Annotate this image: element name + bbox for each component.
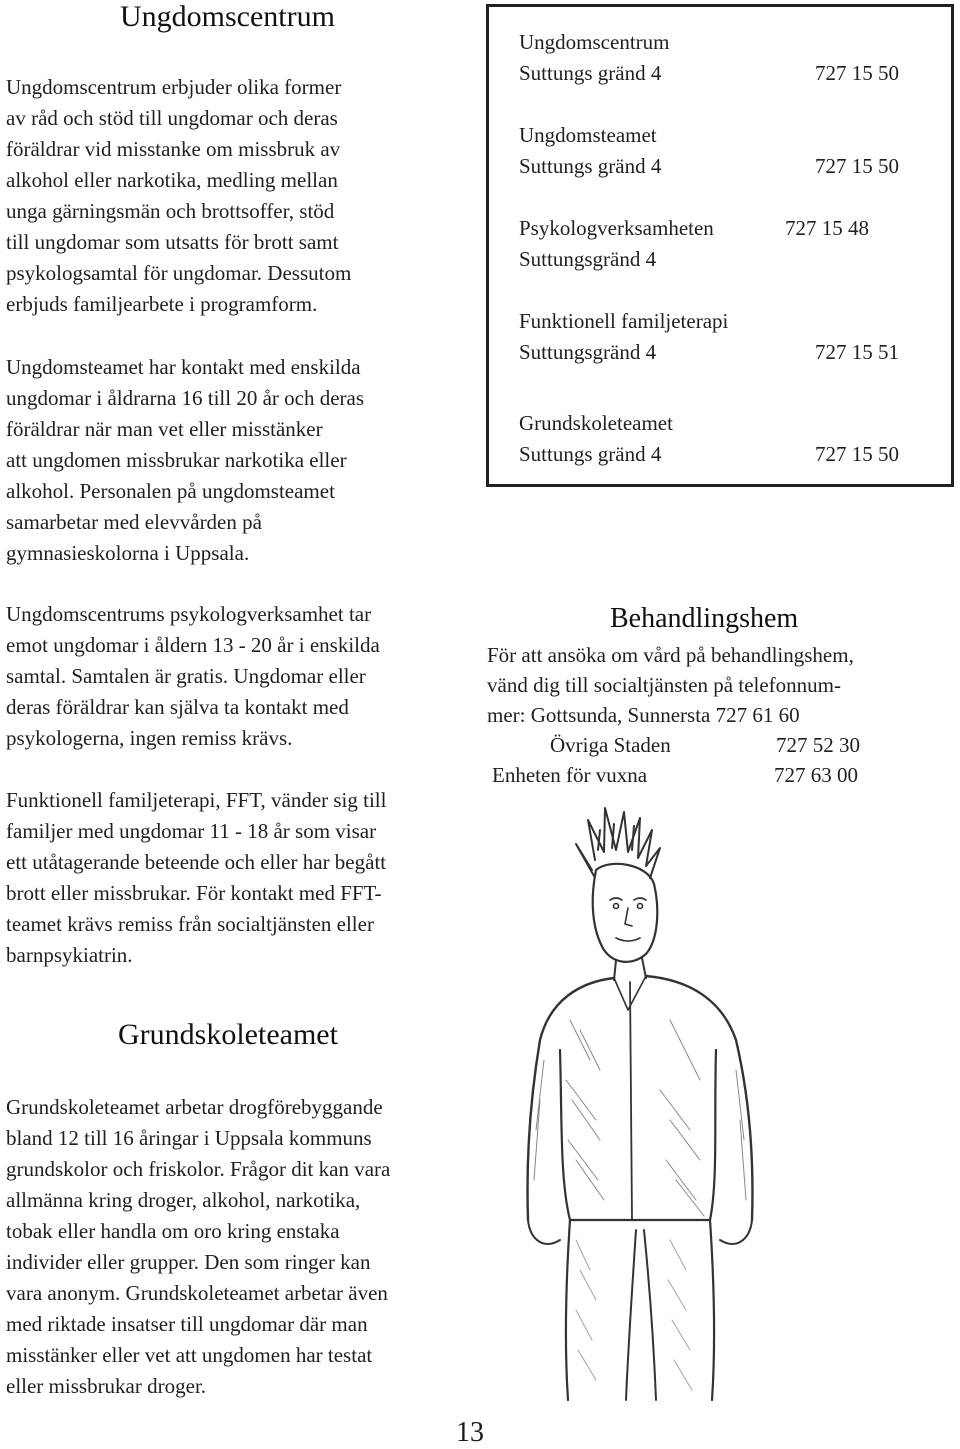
section-title-behandlingshem: Behandlingshem bbox=[610, 603, 799, 634]
contact-phone: 727 15 51 bbox=[815, 340, 899, 364]
behandlingshem-phone: 727 61 60 bbox=[715, 703, 800, 727]
contact-name: Grundskoleteamet bbox=[519, 411, 673, 435]
behandlingshem-line bbox=[487, 700, 800, 730]
contact-box bbox=[486, 4, 954, 487]
behandlingshem-phone: 727 63 00 bbox=[774, 763, 858, 787]
contact-address: Suttungsgränd 4 bbox=[519, 247, 657, 271]
behandlingshem-line: För att ansöka om vård på behandlingshem, bbox=[487, 643, 854, 667]
contact-address-row bbox=[519, 58, 899, 89]
contact-name: Ungdomscentrum bbox=[519, 30, 670, 54]
contact-address-row bbox=[519, 151, 899, 182]
hair-spikes bbox=[576, 808, 660, 878]
contact-address: Suttungsgränd 4 bbox=[519, 340, 657, 364]
jacket bbox=[528, 976, 753, 1220]
section-title-ungdomscentrum: Ungdomscentrum bbox=[120, 0, 335, 33]
paragraph-fft: Funktionell familjeterapi, FFT, vänder sig till familjer med ungdomar 11 - 18 år som visar ett utåtagerande beteende och eller har begått brott eller missbrukar. För kontakt med FFT- teamet krävs remiss från socialtjänsten eller barnpsykiatrin. bbox=[6, 788, 387, 967]
paragraph-ungdomscentrum-intro: Ungdomscentrum erbjuder olika former av råd och stöd till ungdomar och deras föräldrar vid misstanke om missbruk av alkohol eller narkotika, medling mellan unga gärningsmän och brottsoffer, stöd till ungdomar som utsatts för brott samt psykologsamtal för ungdomar. Dessutom erbjuds familjearbete i programform. bbox=[6, 75, 352, 316]
behandlingshem-label: Enheten för vuxna bbox=[492, 763, 648, 787]
contact-phone: 727 15 50 bbox=[815, 154, 899, 178]
contact-name-row bbox=[519, 213, 869, 244]
behandlingshem-phone: 727 52 30 bbox=[776, 733, 860, 757]
behandlingshem-label: mer: Gottsunda, Sunnersta bbox=[487, 703, 711, 727]
contact-name: Funktionell familjeterapi bbox=[519, 309, 729, 333]
behandlingshem-label: Övriga Staden bbox=[550, 733, 671, 757]
trousers bbox=[566, 1220, 714, 1400]
behandlingshem-line: vänd dig till socialtjänsten på telefonnum- bbox=[487, 673, 841, 697]
sketch-illustration bbox=[500, 800, 840, 1425]
page-number: 13 bbox=[456, 1417, 484, 1448]
contact-name: Psykologverksamheten bbox=[519, 216, 714, 240]
contact-address: Suttungs gränd 4 bbox=[519, 61, 662, 85]
contact-address-row bbox=[519, 337, 899, 368]
contact-phone: 727 15 48 bbox=[785, 216, 869, 240]
contact-phone: 727 15 50 bbox=[815, 442, 899, 466]
paragraph-ungdomsteamet: Ungdomsteamet har kontakt med enskilda ungdomar i åldrarna 16 till 20 år och deras föräldrar när man vet eller misstänker att ungdomen missbrukar narkotika eller alkohol. Personalen på ungdomsteamet samarbetar med elevvården på gymnasieskolorna i Uppsala. bbox=[6, 355, 365, 565]
contact-name: Ungdomsteamet bbox=[519, 123, 657, 147]
face bbox=[610, 898, 646, 941]
paragraph-psykologverksamhet: Ungdomscentrums psykologverksamhet tar emot ungdomar i åldern 13 - 20 år i enskilda samtal. Samtalen är gratis. Ungdomar eller deras föräldrar kan själva ta kontakt med psykologerna, ingen remiss krävs. bbox=[6, 602, 380, 750]
contact-phone: 727 15 50 bbox=[815, 61, 899, 85]
section-title-grundskoleteamet: Grundskoleteamet bbox=[118, 1018, 338, 1051]
paragraph-grundskoleteamet: Grundskoleteamet arbetar drogförebyggande bland 12 till 16 åringar i Uppsala kommuns grundskolor och friskolor. Frågor dit kan vara allmänna kring droger, alkohol, narkotika, tobak eller handla om oro kring enstaka individer eller grupper. Den som ringer kan vara anonym. Grundskoleteamet arbetar även med riktade insatser till ungdomar där man misstänker eller vet att ungdomen har testat eller missbrukar droger. bbox=[6, 1095, 391, 1398]
head bbox=[593, 864, 658, 962]
contact-address: Suttungs gränd 4 bbox=[519, 442, 662, 466]
contact-address: Suttungs gränd 4 bbox=[519, 154, 662, 178]
contact-address-row bbox=[519, 439, 899, 470]
